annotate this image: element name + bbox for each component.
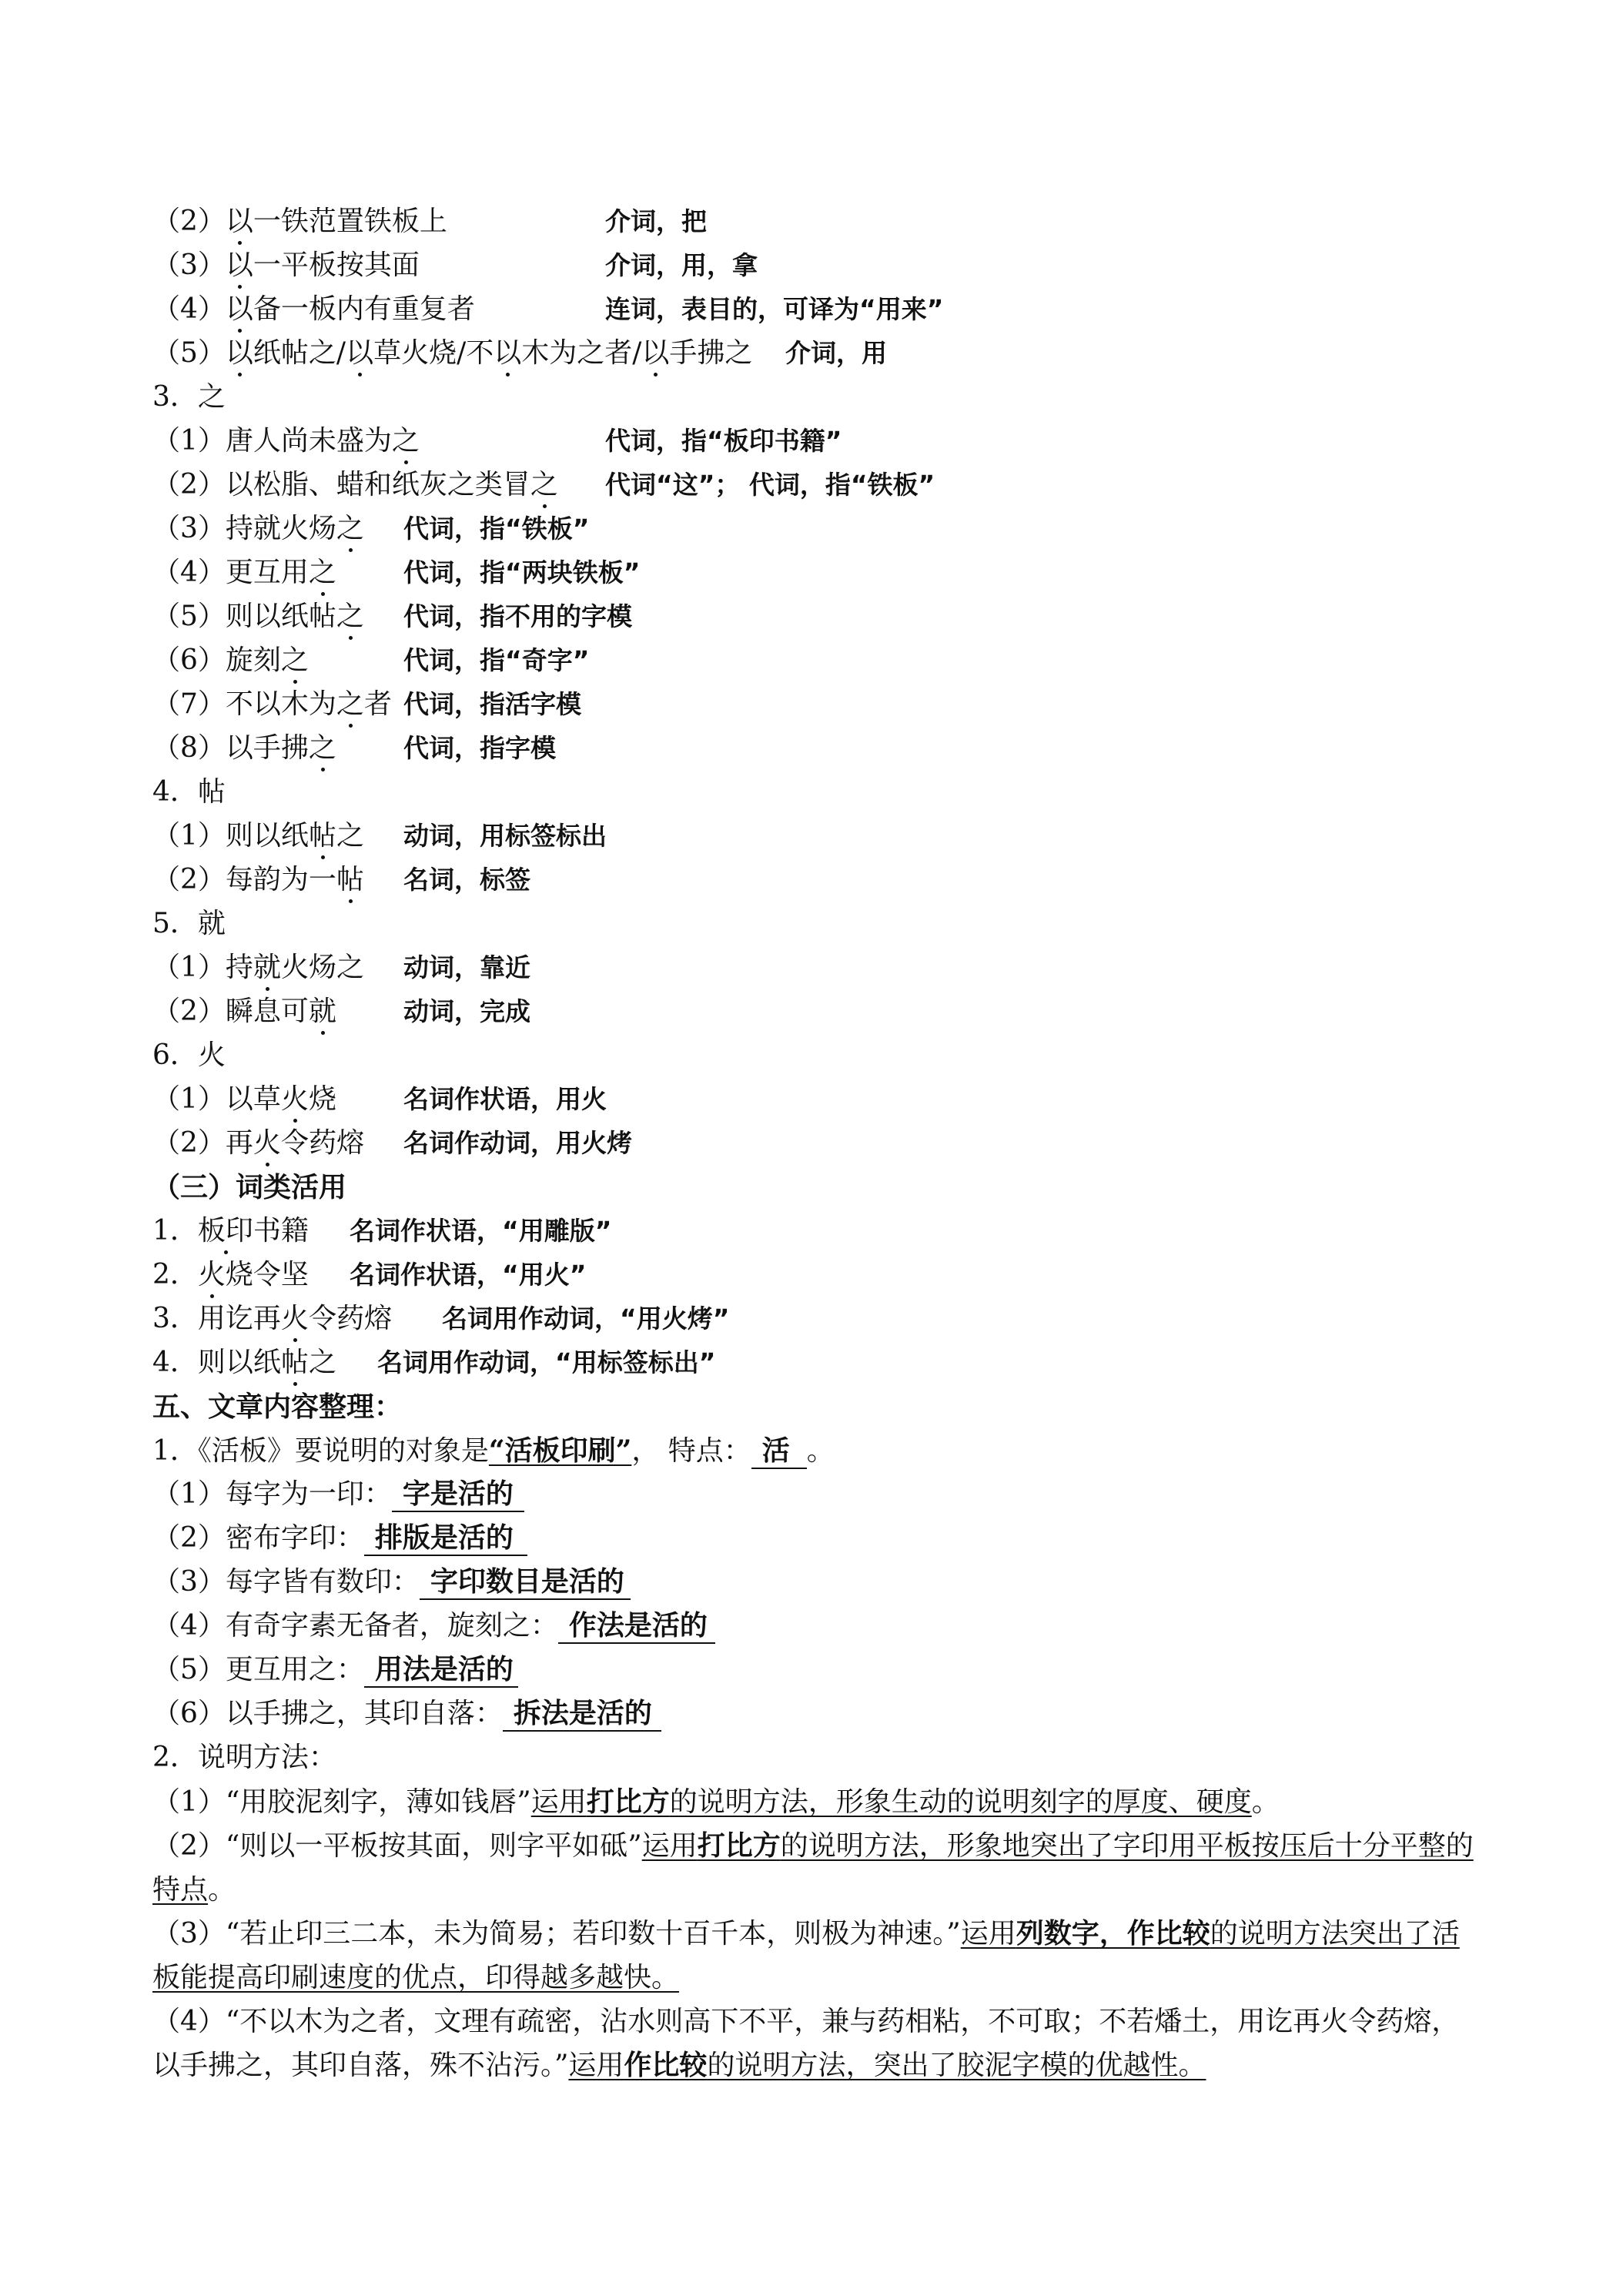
- emphasis-char: 帖: [281, 1341, 309, 1384]
- tie-item-1: （1）则以纸帖之 动词，用标签标出: [152, 815, 364, 858]
- emphasis-char: 火: [198, 1253, 226, 1297]
- emphasis-char: 之: [281, 639, 309, 682]
- q1-line: 1．《活板》要说明的对象是“活板印刷”， 特点： 活 。: [152, 1429, 835, 1472]
- definition: 名词作状语，“用火”: [350, 1260, 587, 1290]
- definition: 代词，指“奇字”: [403, 645, 590, 675]
- emphasis-char: 火: [253, 1122, 281, 1165]
- tie-item-2: （2）每韵为一帖 名词，标签: [152, 858, 364, 902]
- answer-blank: 字是活的: [392, 1477, 524, 1512]
- definition: 介词，把: [605, 206, 707, 236]
- q1-item-1: （1）每字为一印： 字是活的: [152, 1473, 524, 1516]
- definition: 代词，指“两块铁板”: [403, 557, 641, 587]
- q1-item-4: （4）有奇字素无备者，旋刻之： 作法是活的: [152, 1605, 715, 1648]
- zhi-item-3: （3）持就火炀之 代词，指“铁板”: [152, 507, 364, 551]
- definition: 介词，用: [785, 338, 887, 368]
- jiu-title: 5．就: [152, 908, 226, 939]
- jiu-item-1: （1）持就火炀之 动词，靠近: [152, 946, 364, 989]
- emphasis-char: 以: [226, 288, 253, 331]
- answer-blank: 作法是活的: [558, 1608, 715, 1644]
- q2-item-4: （4）“不以木为之者，文理有疏密，沾水则高下不平，兼与药相粘，不可取；不若燔土，用讫再火令药熔，以手拂之，其印自落，殊不沾污。”运用作比较的说明方法，突出了胶泥字模的优越性。: [152, 2006, 1460, 2081]
- emphasis-char: 帖: [309, 815, 336, 858]
- q2-item-3: （3）“若止印三二本，未为简易；若印数十百千本，则极为神速。”运用列数字，作比较的说明方法突出了活板能提高印刷速度的优点，印得越多越快。: [152, 1917, 1460, 1993]
- answer-blank: 字印数目是活的: [420, 1565, 631, 1600]
- definition: 代词，指不用的字模: [403, 601, 632, 631]
- definition: 代词，指“板印书籍”: [605, 426, 842, 456]
- yi-item-4: （4）以备一板内有重复者 连词，表目的，可译为“用来”: [152, 288, 475, 331]
- q2-item-2: （2）“则以一平板按其面，则字平如砥”运用打比方的说明方法，形象地突出了字印用平板按压后十分平整的特点。: [152, 1829, 1474, 1906]
- huo-item-1: （1）以草火烧 名词作状语，用火: [152, 1078, 336, 1121]
- san-item-3: 3．用讫再火令药熔 名词用作动词，“用火烤”: [152, 1297, 392, 1340]
- zhi-item-4: （4）更互用之 代词，指“两块铁板”: [152, 551, 336, 594]
- definition: 动词，靠近: [403, 952, 530, 982]
- section-heading-san: （三）词类活用: [152, 1171, 347, 1203]
- tie-title: 4．帖: [152, 776, 226, 808]
- yi-item-3: （3）以一平板按其面 介词，用，拿: [152, 244, 420, 287]
- section-heading-wu: 五、文章内容整理：: [152, 1391, 403, 1423]
- emphasis-char: 板印: [198, 1210, 253, 1253]
- zhi-item-7: （7）不以木为之者 代词，指活字模: [152, 683, 392, 726]
- definition: 动词，完成: [403, 996, 530, 1026]
- definition: 名词用作动词，“用标签标出”: [377, 1347, 716, 1377]
- q1-item-6: （6）以手拂之，其印自落： 拆法是活的: [152, 1692, 661, 1735]
- emphasis-char: 火: [281, 1078, 309, 1121]
- definition: 动词，用标签标出: [403, 821, 607, 851]
- q2-title: 2．说明方法：: [152, 1742, 336, 1773]
- definition: 介词，用，拿: [605, 250, 758, 280]
- emphasis-char: 以: [226, 244, 253, 287]
- emphasis-char: 就: [253, 946, 281, 989]
- definition: 代词，指活字模: [403, 689, 581, 719]
- definition: 代词，指字模: [403, 733, 556, 763]
- zhi-title: 3．之: [152, 381, 226, 413]
- q2-item-1: （1）“用胶泥刻字，薄如钱唇”运用打比方的说明方法，形象生动的说明刻字的厚度、硬度。: [152, 1786, 1280, 1818]
- q1-answer: “活板印刷”: [488, 1434, 632, 1467]
- emphasis-char: 之: [336, 683, 364, 726]
- zhi-item-1: （1）唐人尚未盛为之 代词，指“板印书籍”: [152, 420, 420, 463]
- emphasis-char: 以: [346, 332, 373, 375]
- answer-blank: 拆法是活的: [503, 1696, 661, 1732]
- definition: 名词用作动词，“用火烤”: [442, 1304, 730, 1334]
- emphasis-char: 帖: [336, 858, 364, 902]
- zhi-item-8: （8）以手拂之 代词，指字模: [152, 727, 336, 770]
- emphasis-char: 之: [309, 551, 336, 594]
- emphasis-char: 以: [494, 332, 521, 375]
- emphasis-char: 之: [336, 595, 364, 638]
- zhi-item-5: （5）则以纸帖之 代词，指不用的字模: [152, 595, 364, 638]
- q1-item-5: （5）更互用之： 用法是活的: [152, 1648, 518, 1692]
- zhi-item-2: （2）以松脂、蜡和纸灰之类冒之 代词“这”； 代词，指“铁板”: [152, 464, 558, 507]
- definition: 代词“这”； 代词，指“铁板”: [605, 470, 935, 500]
- emphasis-char: 之: [392, 420, 420, 463]
- answer-blank: 用法是活的: [364, 1652, 518, 1688]
- definition: 代词，指“铁板”: [403, 514, 590, 544]
- q1-item-2: （2）密布字印： 排版是活的: [152, 1517, 527, 1560]
- emphasis-char: 之: [336, 507, 364, 551]
- definition: 名词作状语，“用雕版”: [350, 1216, 612, 1246]
- definition: 连词，表目的，可译为“用来”: [605, 294, 944, 324]
- huo-item-2: （2）再火令药熔 名词作动词，用火烤: [152, 1122, 364, 1165]
- huo-title: 6．火: [152, 1039, 226, 1071]
- san-item-4: 4．则以纸帖之 名词用作动词，“用标签标出”: [152, 1341, 336, 1384]
- emphasis-char: 以: [226, 332, 253, 375]
- q1-feature: 活: [751, 1434, 807, 1469]
- emphasis-char: 之: [309, 727, 336, 770]
- emphasis-char: 以: [226, 200, 253, 243]
- san-item-1: 1．板印书籍 名词作状语，“用雕版”: [152, 1210, 309, 1253]
- emphasis-char: 以: [641, 332, 669, 375]
- jiu-item-2: （2）瞬息可就 动词，完成: [152, 990, 336, 1033]
- emphasis-char: 之: [530, 464, 558, 507]
- answer-blank: 排版是活的: [364, 1521, 527, 1556]
- yi-item-5: （5）以纸帖之/以草火烧/不以木为之者/以手拂之 介词，用: [152, 332, 752, 375]
- definition: 名词作动词，用火烤: [403, 1128, 632, 1158]
- definition: 名词作状语，用火: [403, 1084, 607, 1114]
- q1-item-3: （3）每字皆有数印： 字印数目是活的: [152, 1561, 631, 1604]
- emphasis-char: 火: [281, 1297, 309, 1340]
- definition: 名词，标签: [403, 865, 530, 895]
- zhi-item-6: （6）旋刻之 代词，指“奇字”: [152, 639, 309, 682]
- san-item-2: 2．火烧令坚 名词作状语，“用火”: [152, 1253, 309, 1297]
- emphasis-char: 就: [309, 990, 336, 1033]
- yi-item-2: （2）以一铁范置铁板上 介词，把: [152, 200, 447, 243]
